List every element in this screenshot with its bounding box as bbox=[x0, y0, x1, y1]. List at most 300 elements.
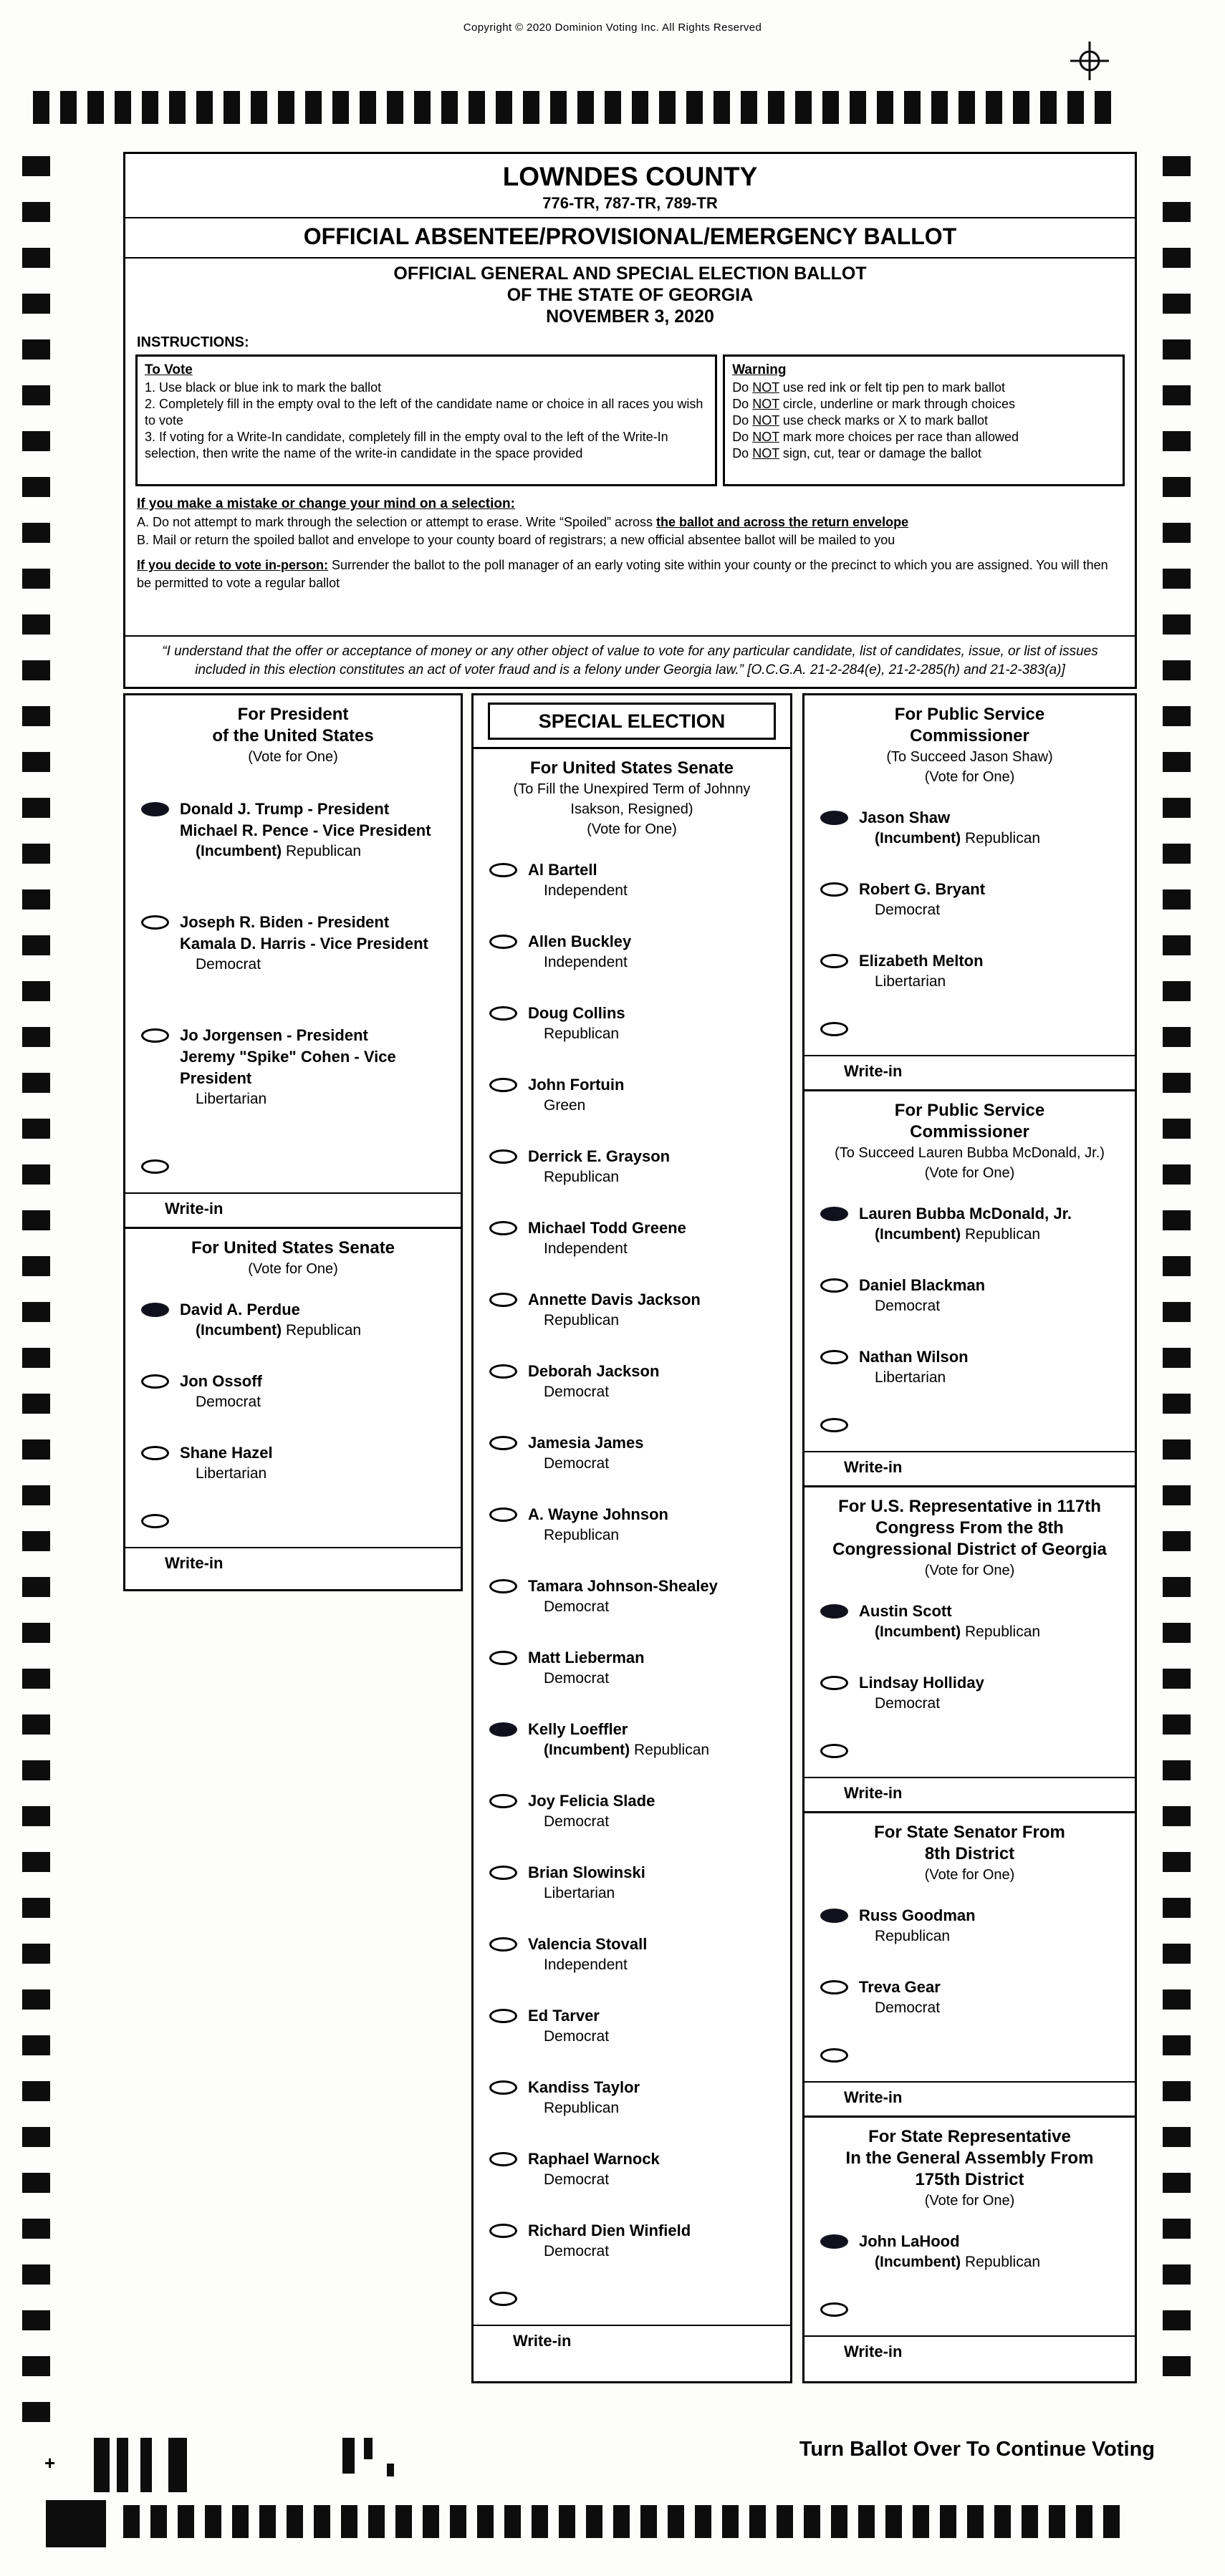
barcode-bar bbox=[140, 2438, 152, 2492]
unmarked-oval[interactable] bbox=[141, 1446, 169, 1460]
candidate-info bbox=[180, 912, 428, 975]
timing-bar bbox=[314, 2505, 330, 2538]
contest-title: For Public Service bbox=[894, 705, 1045, 724]
contest bbox=[804, 1089, 1135, 1485]
unmarked-oval[interactable] bbox=[489, 1866, 517, 1880]
write-in-area[interactable]: Write-in bbox=[804, 1451, 1135, 1485]
candidate-name: Brian Slowinski bbox=[528, 1863, 645, 1881]
timing-mark bbox=[1163, 889, 1191, 910]
unmarked-oval[interactable] bbox=[489, 2009, 517, 2023]
candidate-row bbox=[125, 1371, 461, 1412]
contest-title: For President bbox=[237, 705, 349, 724]
candidate-row bbox=[474, 2005, 790, 2047]
candidate-name: Joy Felicia Slade bbox=[528, 1792, 655, 1810]
candidate-info bbox=[528, 1862, 645, 1904]
timing-bar bbox=[1022, 2505, 1038, 2538]
marked-oval[interactable] bbox=[141, 1303, 169, 1317]
instruction-boxes bbox=[135, 354, 1125, 486]
candidate-name: Donald J. Trump - President bbox=[180, 800, 390, 818]
vote-for-instruction: (Vote for One) bbox=[924, 1165, 1015, 1181]
timing-mark bbox=[1163, 614, 1191, 635]
timing-mark bbox=[22, 2081, 50, 2101]
mistake-item-b: B. Mail or return the spoiled ballot and envelope to your county board of registrars; a new official absentee ballot will be mailed to you bbox=[137, 533, 895, 547]
contest-title: For U.S. Representative in 117th bbox=[838, 1497, 1101, 1516]
unmarked-oval[interactable] bbox=[489, 1149, 517, 1164]
unmarked-oval[interactable] bbox=[489, 1651, 517, 1665]
unmarked-oval[interactable] bbox=[820, 1350, 848, 1364]
election-title-line1: OFFICIAL GENERAL AND SPECIAL ELECTION BALLOT bbox=[393, 264, 867, 284]
candidate-name: Michael Todd Greene bbox=[528, 1219, 686, 1237]
timing-mark bbox=[22, 1623, 50, 1643]
candidate-row bbox=[125, 1442, 461, 1484]
unmarked-oval[interactable] bbox=[141, 1374, 169, 1389]
vote-for-instruction: (Vote for One) bbox=[587, 821, 677, 837]
unmarked-oval[interactable] bbox=[141, 1028, 169, 1043]
candidate-info bbox=[528, 859, 628, 901]
candidate-info bbox=[859, 879, 985, 920]
timing-mark bbox=[1163, 1027, 1191, 1047]
timing-mark bbox=[1163, 1989, 1191, 2010]
timing-mark bbox=[1163, 1852, 1191, 1872]
timing-bar bbox=[450, 2505, 466, 2538]
to-vote-title: To Vote bbox=[145, 362, 193, 377]
candidate-party: Democrat bbox=[544, 1813, 610, 1830]
candidate-party: Independent bbox=[544, 1240, 628, 1257]
contest-title: 175th District bbox=[915, 2170, 1024, 2189]
timing-bar bbox=[1076, 2505, 1092, 2538]
timing-mark bbox=[22, 1256, 50, 1276]
timing-mark bbox=[22, 798, 50, 818]
candidate-info bbox=[859, 1601, 1040, 1642]
contest-title: For State Representative bbox=[868, 2127, 1071, 2146]
timing-bar bbox=[940, 2505, 956, 2538]
candidate-party: Republican bbox=[544, 2100, 620, 2116]
unmarked-oval[interactable] bbox=[489, 1221, 517, 1235]
contest-subtitle: (To Fill the Unexpired Term of Johnny bbox=[513, 781, 751, 797]
write-in-area[interactable]: Write-in bbox=[474, 2325, 790, 2359]
mistake-heading: If you make a mistake or change your mind on a selection: bbox=[137, 496, 515, 511]
candidate-name: Austin Scott bbox=[859, 1602, 952, 1620]
to-vote-item: 2. Completely fill in the empty oval to the left of the candidate name or choice in all races you wish to vote bbox=[145, 397, 703, 428]
timing-mark bbox=[1163, 660, 1191, 680]
timing-bar bbox=[305, 91, 322, 124]
timing-mark bbox=[22, 1394, 50, 1414]
timing-mark bbox=[22, 1898, 50, 1918]
unmarked-oval[interactable] bbox=[489, 863, 517, 877]
timing-bar bbox=[877, 91, 893, 124]
timing-bar bbox=[577, 91, 594, 124]
unmarked-oval[interactable] bbox=[489, 935, 517, 949]
vote-for-instruction: (Vote for One) bbox=[924, 2193, 1015, 2209]
in-person-text: Surrender the ballot to the poll manager of an early voting site within your county or the precinct to which you are assigned. You will then be permitted to vote a regular ballot bbox=[137, 558, 1108, 590]
write-in-oval[interactable] bbox=[141, 1514, 169, 1528]
marked-oval[interactable] bbox=[820, 1207, 848, 1221]
contest-header bbox=[125, 695, 461, 799]
barcode-bar bbox=[94, 2438, 110, 2492]
timing-bar bbox=[205, 2505, 221, 2538]
unmarked-oval[interactable] bbox=[489, 1508, 517, 1522]
timing-mark bbox=[22, 935, 50, 955]
timing-mark bbox=[22, 1944, 50, 1964]
turn-ballot-over-note: Turn Ballot Over To Continue Voting bbox=[799, 2438, 1155, 2461]
contest-title: For Public Service bbox=[894, 1101, 1045, 1120]
timing-mark bbox=[1163, 1577, 1191, 1597]
unmarked-oval[interactable] bbox=[820, 882, 848, 897]
candidate-info bbox=[180, 799, 431, 862]
candidate-info bbox=[859, 1275, 985, 1316]
timing-bar bbox=[695, 2505, 711, 2538]
timing-mark bbox=[1163, 2356, 1191, 2376]
candidate-row bbox=[804, 1905, 1135, 1947]
unmarked-oval[interactable] bbox=[820, 1980, 848, 1994]
marked-oval[interactable] bbox=[820, 1909, 848, 1923]
timing-bar bbox=[142, 91, 158, 124]
unmarked-oval[interactable] bbox=[489, 1794, 517, 1808]
candidate-row bbox=[474, 2220, 790, 2262]
to-vote-box bbox=[135, 354, 717, 486]
timing-bar bbox=[613, 2505, 630, 2538]
candidate-row bbox=[474, 1647, 790, 1689]
unmarked-oval[interactable] bbox=[489, 1006, 517, 1021]
contest-title: 8th District bbox=[924, 1844, 1015, 1863]
candidate-row bbox=[474, 931, 790, 973]
candidate-name: John Fortuin bbox=[528, 1076, 625, 1094]
timing-mark bbox=[22, 2310, 50, 2330]
unmarked-oval[interactable] bbox=[489, 2224, 517, 2238]
timing-mark bbox=[1163, 1531, 1191, 1551]
candidate-party: Democrat bbox=[196, 1394, 261, 1410]
candidate-info bbox=[180, 1299, 361, 1341]
timing-bar bbox=[1040, 91, 1057, 124]
candidate-info bbox=[528, 1146, 670, 1187]
timing-mark bbox=[1163, 706, 1191, 726]
write-in-area[interactable]: Write-in bbox=[804, 2335, 1135, 2370]
candidate-row bbox=[804, 1346, 1135, 1388]
timing-bar bbox=[150, 2505, 167, 2538]
timing-marks-right bbox=[1163, 156, 1191, 2376]
warning-item: Do NOT mark more choices per race than allowed bbox=[732, 430, 1019, 444]
contest-header bbox=[804, 2118, 1135, 2231]
write-in-area[interactable]: Write-in bbox=[125, 1547, 461, 1581]
timing-mark bbox=[22, 1714, 50, 1735]
timing-bar bbox=[423, 2505, 439, 2538]
candidate-info bbox=[528, 1719, 709, 1760]
mistake-item-a: A. Do not attempt to mark through the selection or attempt to erase. Write “Spoiled” across the ballot and across the return envelope bbox=[137, 515, 909, 529]
timing-mark bbox=[1163, 752, 1191, 772]
candidate-name: David A. Perdue bbox=[180, 1301, 300, 1318]
to-vote-list bbox=[145, 380, 708, 462]
timing-mark bbox=[1163, 1806, 1191, 1826]
write-in-area[interactable]: Write-in bbox=[125, 1192, 461, 1227]
write-in-oval[interactable] bbox=[820, 2302, 848, 2317]
timing-mark bbox=[22, 1348, 50, 1368]
contest-subtitle: Isakson, Resigned) bbox=[570, 801, 693, 817]
timing-mark bbox=[1163, 1210, 1191, 1230]
timing-bar bbox=[822, 91, 839, 124]
timing-mark bbox=[1163, 1119, 1191, 1139]
timing-bar bbox=[904, 91, 921, 124]
candidate-name: Jason Shaw bbox=[859, 809, 951, 826]
unmarked-oval[interactable] bbox=[489, 2080, 517, 2095]
write-in-oval-row bbox=[804, 1022, 1135, 1036]
warning-item: Do NOT use check marks or X to mark ballot bbox=[732, 413, 988, 428]
candidate-name: Valencia Stovall bbox=[528, 1935, 648, 1953]
special-election-title: SPECIAL ELECTION bbox=[488, 703, 776, 740]
candidate-name: Jo Jorgensen - President bbox=[180, 1026, 368, 1044]
unmarked-oval[interactable] bbox=[489, 1078, 517, 1092]
timing-mark bbox=[1163, 1898, 1191, 1918]
candidate-row bbox=[804, 1672, 1135, 1714]
candidate-row bbox=[474, 1862, 790, 1904]
candidate-info bbox=[180, 1442, 273, 1484]
marked-oval[interactable] bbox=[820, 1604, 848, 1619]
candidate-info bbox=[528, 1576, 718, 1617]
timing-bar bbox=[858, 2505, 875, 2538]
barcode-bar bbox=[168, 2438, 187, 2492]
timing-bar bbox=[668, 2505, 684, 2538]
unmarked-oval[interactable] bbox=[489, 1436, 517, 1450]
timing-mark bbox=[22, 2264, 50, 2285]
marked-oval[interactable] bbox=[489, 1722, 517, 1737]
registration-crosshair-icon bbox=[1069, 40, 1110, 82]
unmarked-oval[interactable] bbox=[820, 954, 848, 968]
unmarked-oval[interactable] bbox=[489, 1937, 517, 1952]
candidate-name: Ed Tarver bbox=[528, 2007, 600, 2025]
marked-oval[interactable] bbox=[820, 811, 848, 825]
candidate-info bbox=[528, 2220, 691, 2262]
write-in-oval[interactable] bbox=[489, 2292, 517, 2306]
timing-mark bbox=[22, 202, 50, 222]
timing-mark bbox=[22, 1577, 50, 1597]
warning-item: Do NOT circle, underline or mark through choices bbox=[732, 397, 1016, 411]
election-title-block bbox=[125, 263, 1135, 327]
incumbent-label: (Incumbent) bbox=[875, 1624, 961, 1640]
candidate-party: Republican bbox=[544, 1312, 620, 1328]
timing-bar bbox=[477, 2505, 494, 2538]
divider bbox=[125, 257, 1135, 259]
candidate-row bbox=[804, 807, 1135, 849]
timing-bar bbox=[686, 91, 703, 124]
write-in-oval-row bbox=[804, 2302, 1135, 2317]
warning-box bbox=[723, 354, 1125, 486]
write-in-oval[interactable] bbox=[820, 1418, 848, 1432]
write-in-oval-row bbox=[474, 2292, 790, 2306]
contest-title: Commissioner bbox=[910, 726, 1029, 746]
timing-mark bbox=[22, 248, 50, 268]
candidate-name: Derrick E. Grayson bbox=[528, 1147, 671, 1165]
timing-mark bbox=[22, 1852, 50, 1872]
timing-mark bbox=[1163, 2081, 1191, 2101]
unmarked-oval[interactable] bbox=[489, 1579, 517, 1593]
timing-bar bbox=[469, 91, 485, 124]
marked-oval[interactable] bbox=[141, 802, 169, 816]
timing-mark bbox=[22, 614, 50, 635]
write-in-area[interactable]: Write-in bbox=[804, 1055, 1135, 1089]
timing-mark bbox=[1163, 1394, 1191, 1414]
timing-bar bbox=[287, 2505, 303, 2538]
timing-bar bbox=[550, 91, 567, 124]
contest-title: For United States Senate bbox=[529, 758, 734, 778]
candidate-row bbox=[474, 2148, 790, 2190]
candidate-party: Libertarian bbox=[196, 1091, 267, 1107]
ballot-column-1 bbox=[123, 693, 463, 1591]
candidate-name: Jeremy "Spike" Cohen - Vice President bbox=[180, 1048, 396, 1087]
election-title-line2: OF THE STATE OF GEORGIA bbox=[506, 285, 754, 305]
candidate-row bbox=[804, 879, 1135, 920]
not-emphasis: NOT bbox=[752, 446, 779, 460]
candidate-info bbox=[180, 1025, 461, 1109]
candidate-party: (Incumbent) Republican bbox=[875, 2254, 1041, 2270]
candidate-name: Kelly Loeffler bbox=[528, 1720, 628, 1738]
timing-bar bbox=[768, 91, 784, 124]
vote-for-instruction: (Vote for One) bbox=[248, 749, 338, 765]
candidate-party: (Incumbent) Republican bbox=[875, 1624, 1041, 1640]
candidate-row bbox=[125, 1025, 461, 1109]
unmarked-oval[interactable] bbox=[489, 1364, 517, 1379]
candidate-row bbox=[474, 1719, 790, 1760]
contest-title: In the General Assembly From bbox=[845, 2148, 1094, 2168]
timing-bar bbox=[994, 2505, 1011, 2538]
candidate-party: Democrat bbox=[544, 2243, 610, 2259]
timing-mark bbox=[22, 1989, 50, 2010]
timing-mark bbox=[1163, 1256, 1191, 1276]
timing-bar bbox=[504, 2505, 521, 2538]
timing-bar bbox=[795, 91, 812, 124]
mistake-emphasis: the ballot and across the return envelope bbox=[656, 515, 909, 529]
candidate-row bbox=[804, 1601, 1135, 1642]
timing-mark bbox=[22, 2173, 50, 2193]
timing-mark bbox=[1163, 2310, 1191, 2330]
write-in-oval[interactable] bbox=[141, 1159, 169, 1174]
timing-bar bbox=[251, 91, 267, 124]
write-in-area[interactable]: Write-in bbox=[804, 1777, 1135, 1811]
timing-mark bbox=[22, 1760, 50, 1780]
incumbent-label: (Incumbent) bbox=[875, 830, 961, 846]
candidate-row bbox=[474, 1934, 790, 1975]
write-in-oval[interactable] bbox=[820, 1022, 848, 1036]
candidate-name: Jamesia James bbox=[528, 1434, 644, 1452]
timing-mark bbox=[1163, 1669, 1191, 1689]
candidate-info bbox=[859, 807, 1040, 849]
felony-notice: “I understand that the offer or acceptance of money or any other object of value to vote for any particular candidate, list of candidates, issue, or list of issues included in this election constitutes an act of voter fraud and is a felony under Georgia law.” [O.C.G.A. 21-2-284(e), 21-2-285(h) and 21-2-383(a)] bbox=[125, 635, 1135, 687]
timing-mark bbox=[22, 385, 50, 405]
candidate-party: (Incumbent) Republican bbox=[875, 830, 1041, 846]
timing-bar bbox=[441, 91, 458, 124]
candidate-row bbox=[474, 1361, 790, 1402]
timing-mark bbox=[1163, 339, 1191, 360]
copyright-line: Copyright © 2020 Dominion Voting Inc. All Rights Reserved bbox=[463, 21, 762, 34]
contest-subtitle: (To Succeed Jason Shaw) bbox=[886, 749, 1053, 765]
contest bbox=[125, 1227, 461, 1581]
timing-marks-left bbox=[22, 156, 50, 2422]
timing-bar bbox=[777, 2505, 793, 2538]
write-in-area[interactable]: Write-in bbox=[804, 2081, 1135, 2116]
contest-header bbox=[125, 1229, 461, 1299]
timing-mark bbox=[1163, 1714, 1191, 1735]
candidate-row bbox=[125, 799, 461, 862]
candidate-party: Democrat bbox=[544, 1455, 610, 1472]
timing-mark bbox=[22, 523, 50, 543]
barcode-bar bbox=[387, 2464, 394, 2476]
not-emphasis: NOT bbox=[752, 430, 779, 444]
timing-bar bbox=[931, 91, 948, 124]
candidate-name: Russ Goodman bbox=[859, 1906, 976, 1924]
timing-bar bbox=[232, 2505, 249, 2538]
warning-item: Do NOT sign, cut, tear or damage the ballot bbox=[732, 446, 982, 460]
unmarked-oval[interactable] bbox=[489, 2152, 517, 2166]
marked-oval[interactable] bbox=[820, 2234, 848, 2249]
timing-mark bbox=[22, 1210, 50, 1230]
vote-for-instruction: (Vote for One) bbox=[248, 1261, 338, 1277]
candidate-name: Kandiss Taylor bbox=[528, 2078, 640, 2096]
candidate-row bbox=[804, 1977, 1135, 2018]
unmarked-oval[interactable] bbox=[141, 915, 169, 930]
warning-item: Do NOT use red ink or felt tip pen to mark ballot bbox=[732, 380, 1006, 395]
unmarked-oval[interactable] bbox=[820, 1278, 848, 1293]
candidate-row bbox=[125, 1299, 461, 1341]
unmarked-oval[interactable] bbox=[489, 1293, 517, 1307]
timing-mark bbox=[1163, 2219, 1191, 2239]
timing-bar bbox=[913, 2505, 929, 2538]
timing-mark bbox=[22, 1164, 50, 1185]
timing-mark bbox=[22, 981, 50, 1001]
timing-bar bbox=[986, 91, 1002, 124]
timing-mark bbox=[22, 569, 50, 589]
write-in-oval-row bbox=[125, 1514, 461, 1528]
contest-header bbox=[804, 1813, 1135, 1905]
timing-mark bbox=[1163, 1348, 1191, 1368]
timing-mark bbox=[1163, 1623, 1191, 1643]
candidate-name: Annette Davis Jackson bbox=[528, 1291, 701, 1308]
candidate-party: Democrat bbox=[875, 902, 941, 918]
candidate-info bbox=[528, 2148, 660, 2190]
candidate-name: Al Bartell bbox=[528, 861, 597, 879]
timing-bar bbox=[523, 91, 539, 124]
vote-for-instruction: (Vote for One) bbox=[924, 1867, 1015, 1883]
candidate-info bbox=[528, 1217, 686, 1259]
timing-bar bbox=[123, 2505, 140, 2538]
candidate-name: Michael R. Pence - Vice President bbox=[180, 821, 431, 839]
candidate-info bbox=[528, 1003, 625, 1044]
unmarked-oval[interactable] bbox=[820, 1676, 848, 1690]
timing-mark bbox=[22, 294, 50, 314]
timing-mark bbox=[22, 706, 50, 726]
contest bbox=[804, 2116, 1135, 2370]
timing-mark bbox=[1163, 294, 1191, 314]
candidate-info bbox=[859, 1905, 976, 1947]
contest-title: of the United States bbox=[212, 726, 374, 746]
timing-mark bbox=[22, 2219, 50, 2239]
timing-bar bbox=[278, 91, 294, 124]
candidate-party: Democrat bbox=[544, 1598, 610, 1615]
incumbent-label: (Incumbent) bbox=[544, 1742, 630, 1758]
timing-bar bbox=[749, 2505, 766, 2538]
vote-for-instruction: (Vote for One) bbox=[924, 1563, 1015, 1578]
timing-mark bbox=[22, 431, 50, 451]
registration-plus-mark: + bbox=[44, 2452, 56, 2474]
ballot-type-title: OFFICIAL ABSENTEE/PROVISIONAL/EMERGENCY BALLOT bbox=[303, 223, 957, 249]
timing-mark bbox=[22, 2402, 50, 2422]
timing-mark bbox=[22, 1439, 50, 1460]
write-in-oval[interactable] bbox=[820, 1744, 848, 1758]
write-in-oval[interactable] bbox=[820, 2048, 848, 2063]
candidate-party: Democrat bbox=[875, 1695, 941, 1712]
contest-header bbox=[804, 695, 1135, 807]
barcode-bar bbox=[117, 2438, 128, 2492]
timing-bar bbox=[831, 2505, 847, 2538]
candidate-party: Democrat bbox=[875, 1298, 941, 1314]
in-person-section bbox=[137, 556, 1123, 592]
